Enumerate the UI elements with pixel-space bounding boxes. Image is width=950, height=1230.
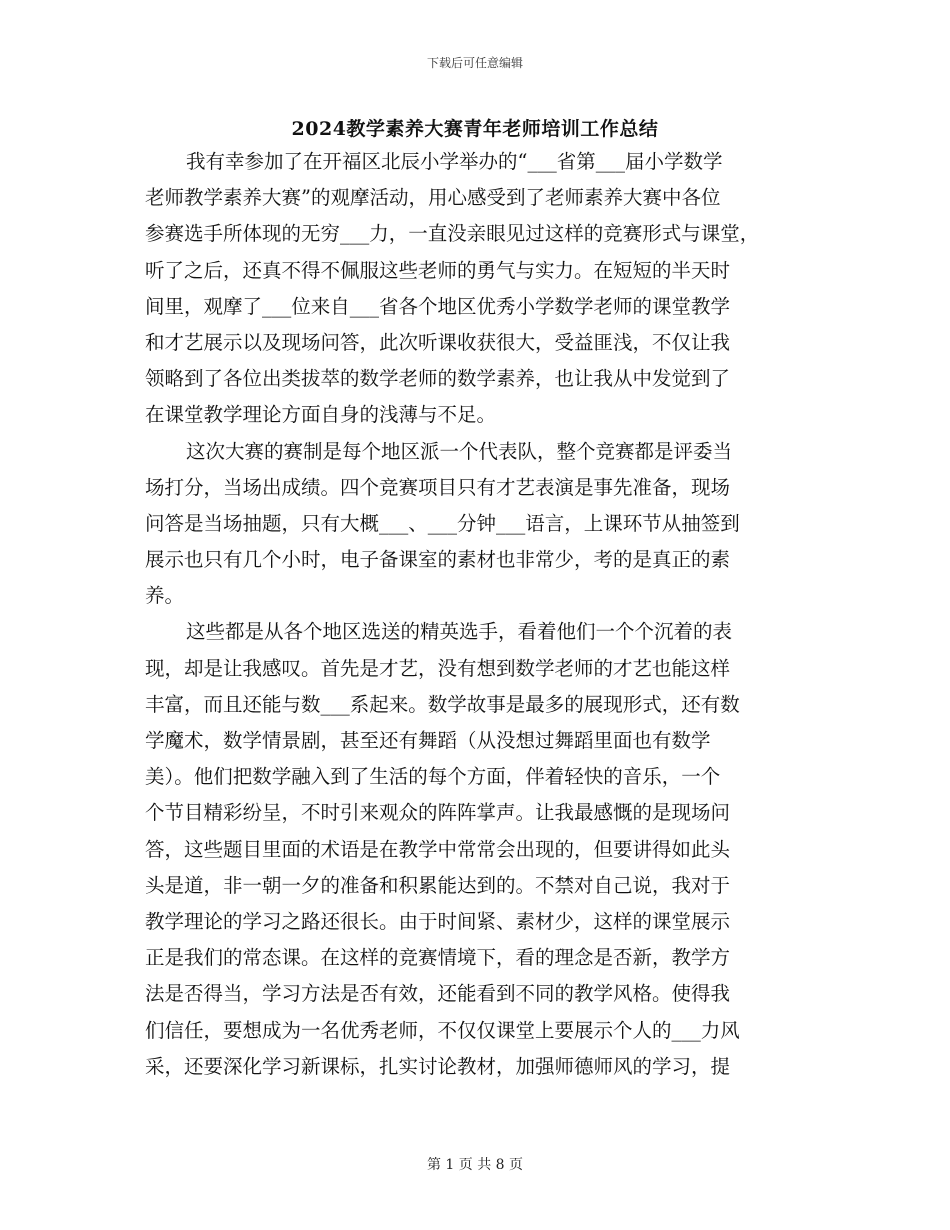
paragraph-line: 老师教学素养大赛”的观摩活动，用心感受到了老师素养大赛中各位 [145,186,721,210]
paragraph-line: 问答是当场抽题，只有大概___、___分钟___语言，上课环节从抽签到 [145,511,740,535]
paragraph-line: 采，还要深化学习新课标，扎实讨论教材，加强师德师风的学习，提 [145,1054,731,1078]
paragraph-line: 这些都是从各个地区选送的精英选手，看着他们一个个沉着的表 [186,620,733,644]
header-note: 下载后可任意编辑 [426,56,523,70]
document-title: 2024教学素养大赛青年老师培训工作总结 [291,118,659,140]
paragraph-line: 美）。他们把数学融入到了生活的每个方面，伴着轻快的音乐，一个 [145,765,721,789]
document-body [145,144,805,1085]
paragraph-line: 个节目精彩纷呈，不时引来观众的阵阵掌声。让我最感慨的是现场问 [145,801,731,825]
paragraph-line: 头是道，非一朝一夕的准备和积累能达到的。不禁对自己说，我对于 [145,873,731,897]
paragraph-line: 丰富，而且还能与数___系起来。数学故事是最多的展现形式，还有数 [145,692,740,716]
paragraph-line: 场打分，当场出成绩。四个竞赛项目只有才艺表演是事先准备，现场 [145,475,731,499]
paragraph-line: 教学理论的学习之路还很长。由于时间紧、素材少，这样的课堂展示 [145,909,731,933]
paragraph-line: 这次大赛的赛制是每个地区派一个代表队，整个竞赛都是评委当 [186,439,733,463]
paragraph-line: 间里，观摩了___位来自___省各个地区优秀小学数学老师的课堂教学 [145,294,731,318]
paragraph-line: 学魔术，数学情景剧，甚至还有舞蹈（从没想过舞蹈里面也有数学 [145,729,711,752]
paragraph-line: 听了之后，还真不得不佩服这些老师的勇气与实力。在短短的半天时 [145,258,731,282]
paragraph-line: 展示也只有几个小时，电子备课室的素材也非常少，考的是真正的素 [145,548,731,572]
paragraph-line: 在课堂教学理论方面自身的浅薄与不足。 [145,403,497,427]
paragraph-line: 们信任，要想成为一名优秀老师，不仅仅课堂上要展示个人的___力风 [145,1018,740,1042]
paragraph-line: 现，却是让我感叹。首先是才艺，没有想到数学老师的才艺也能这样 [145,656,731,680]
paragraph-line: 正是我们的常态课。在这样的竞赛情境下，看的理念是否新，教学方 [145,946,731,970]
paragraph-line: 法是否得当，学习方法是否有效，还能看到不同的教学风格。使得我 [145,982,731,1006]
paragraph-line: 领略到了各位出类拔萃的数学老师的数学素养，也让我从中发觉到了 [145,367,731,391]
paragraph-line: 养。 [145,584,185,608]
paragraph-line: 和才艺展示以及现场问答，此次听课收获很大，受益匪浅，不仅让我 [145,330,731,354]
paragraph-line: 参赛选手所体现的无穷___力，一直没亲眼见过这样的竞赛形式与课堂， [145,222,760,246]
paragraph-line: 答，这些题目里面的术语是在教学中常常会出现的，但要讲得如此头 [145,837,731,861]
paragraph-line: 我有幸参加了在开福区北辰小学举办的“___省第___届小学数学 [186,150,723,173]
page-number-footer: 第 1 页 共 8 页 [426,1157,524,1173]
